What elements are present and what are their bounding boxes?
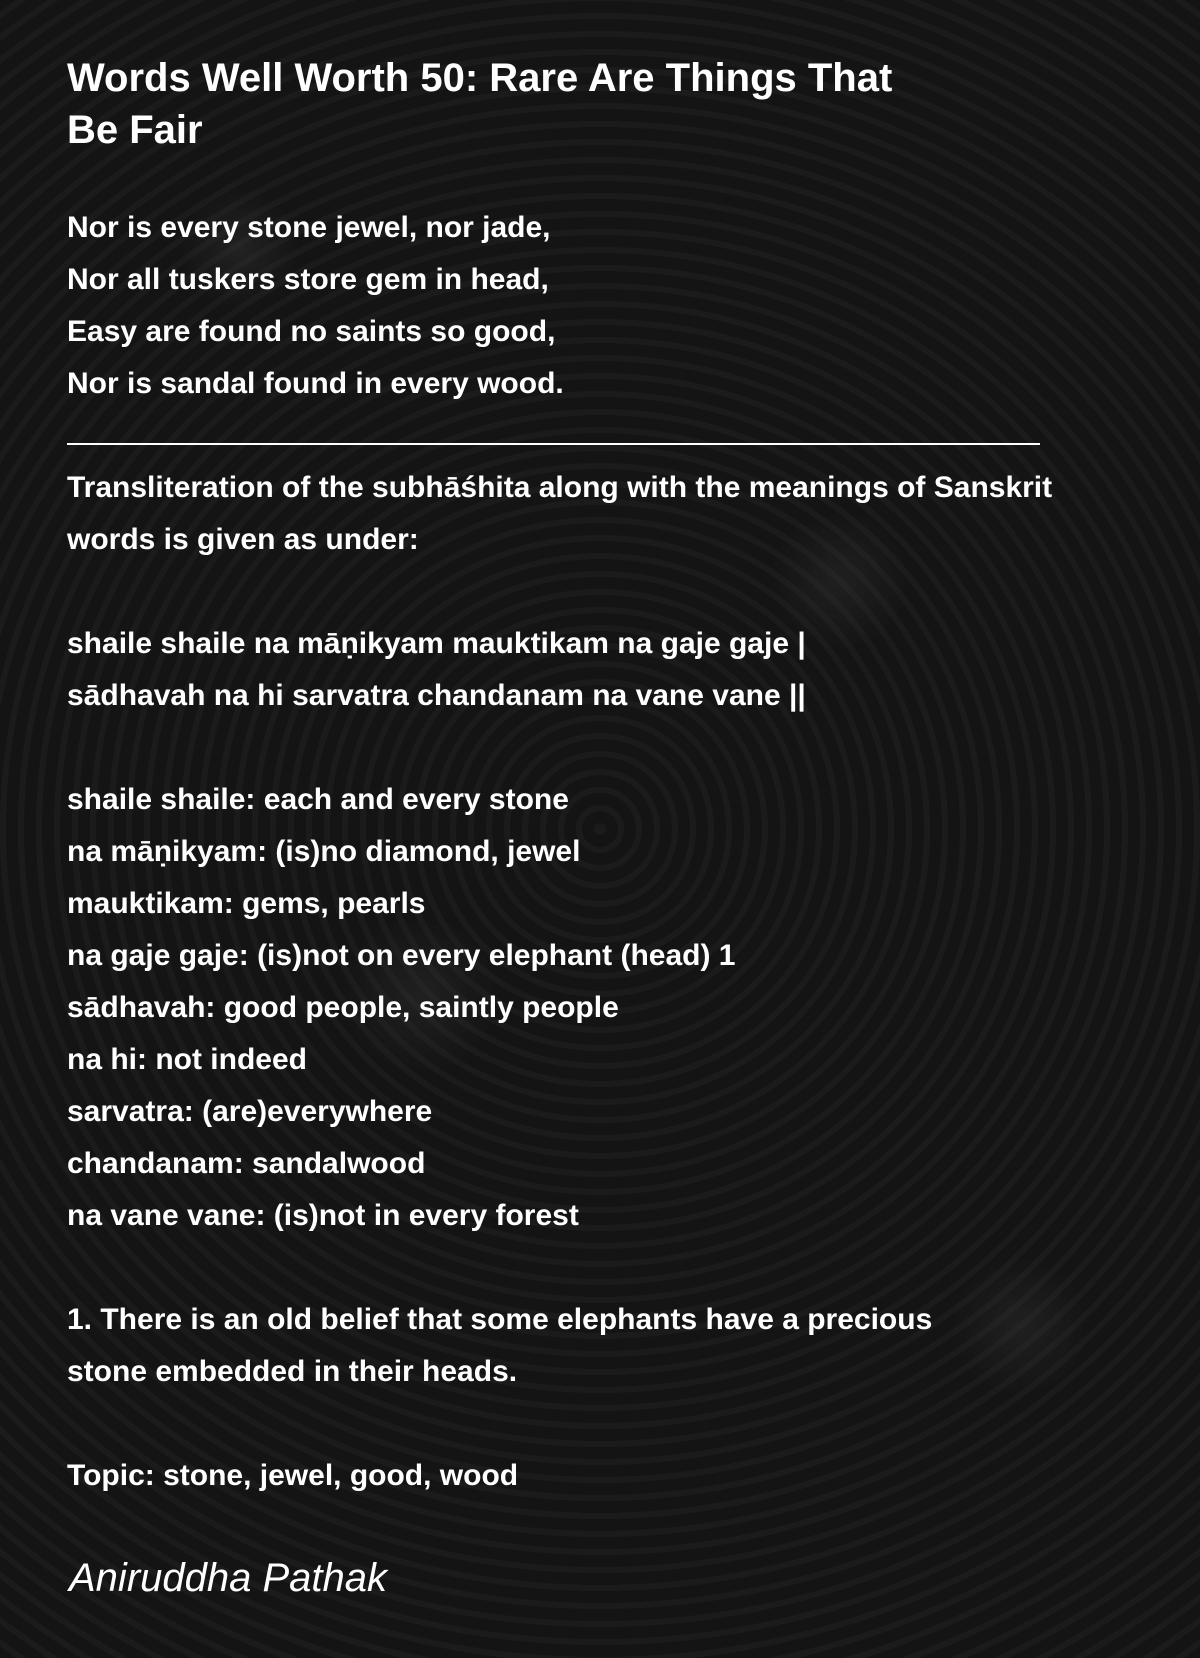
- glossary-line: na māṇikyam: (is)no diamond, jewel: [67, 835, 581, 868]
- transliteration-line: shaile shaile na māṇikyam mauktikam na gaje gaje |: [67, 627, 806, 660]
- glossary-line: sādhavah: good people, saintly people: [67, 991, 619, 1024]
- blank-line: [67, 1242, 1177, 1294]
- blank-line: [67, 1398, 1177, 1450]
- author-name: Aniruddha Pathak: [69, 1556, 388, 1600]
- glossary-line: shaile shaile: each and every stone: [67, 783, 569, 816]
- glossary-line: mauktikam: gems, pearls: [67, 887, 426, 920]
- poem-body: [67, 202, 1177, 1502]
- blank-line: [67, 566, 1177, 618]
- stanza-line: Nor is every stone jewel, nor jade,: [67, 211, 551, 244]
- topic-line: Topic: stone, jewel, good, wood: [67, 1459, 519, 1492]
- glossary-line: na gaje gaje: (is)not on every elephant (head) 1: [67, 939, 736, 972]
- glossary-line: na hi: not indeed: [67, 1043, 307, 1076]
- blank-line: [67, 722, 1177, 774]
- glossary-line: chandanam: sandalwood: [67, 1147, 426, 1180]
- stanza-line: Nor all tuskers store gem in head,: [67, 263, 549, 296]
- glossary-line: sarvatra: (are)everywhere: [67, 1095, 433, 1128]
- footnote-line: 1. There is an old belief that some elephants have a precious: [67, 1303, 933, 1336]
- stanza-line: Nor is sandal found in every wood.: [67, 367, 564, 400]
- glossary-line: na vane vane: (is)not in every forest: [67, 1199, 579, 1232]
- stanza-line: Easy are found no saints so good,: [67, 315, 556, 348]
- transliteration-line: sādhavah na hi sarvatra chandanam na vane vane ||: [67, 679, 806, 712]
- intro-line: Transliteration of the subhāśhita along with the meanings of Sanskrit: [67, 471, 1053, 504]
- footnote-line: stone embedded in their heads.: [67, 1355, 518, 1388]
- intro-line: words is given as under:: [67, 523, 419, 556]
- poem-title: [67, 52, 1027, 156]
- title-line-1: Words Well Worth 50: Rare Are Things That: [67, 56, 893, 100]
- section-divider: [67, 443, 1040, 445]
- title-line-2: Be Fair: [67, 108, 203, 152]
